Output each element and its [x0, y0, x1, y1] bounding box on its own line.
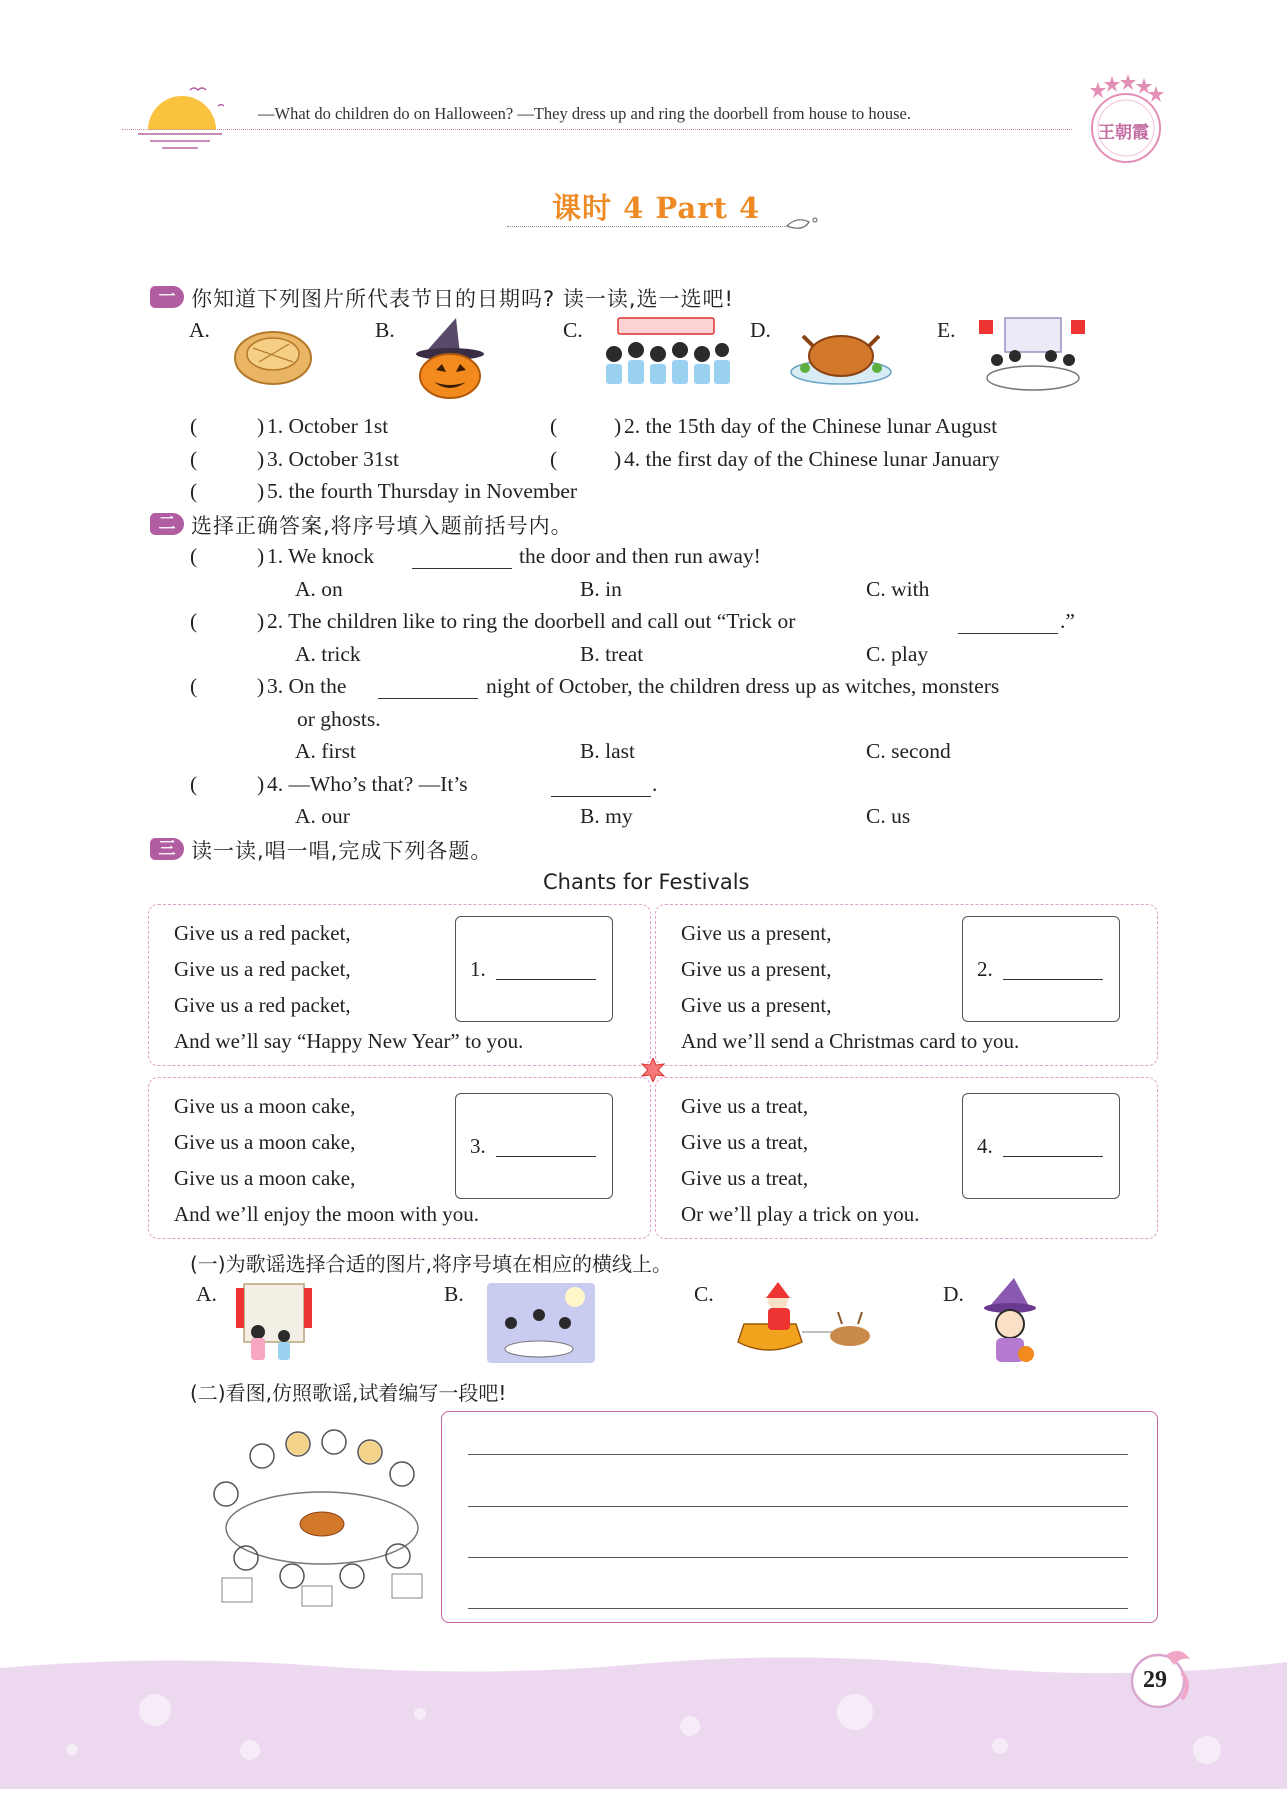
chant-line: Give us a treat, [681, 1130, 809, 1154]
fill-blank-line[interactable] [958, 633, 1058, 634]
writing-line[interactable] [468, 1506, 1128, 1507]
chant-panel-4 [655, 1077, 1158, 1239]
part1-label-a: A. [196, 1282, 217, 1306]
s2-q1-opt-c[interactable]: C. with [866, 577, 930, 601]
picture-label-d: D. [750, 318, 771, 342]
chant-line: Give us a moon cake, [174, 1130, 356, 1154]
thanksgiving-dinner-icon [202, 1428, 436, 1612]
leaf-swirl-icon [785, 214, 821, 238]
answer-label: 3. [470, 1134, 486, 1158]
s1-item-4: 4. the first day of the Chinese lunar January [624, 447, 1000, 471]
s1-item-1: 1. October 1st [267, 414, 389, 438]
s2-q2-pre: 2. The children like to ring the doorbell and call out “Trick or [267, 609, 796, 633]
answer-label: 1. [470, 957, 486, 981]
picture-label-e: E. [937, 318, 956, 342]
s2-q3-post: night of October, the children dress up as witches, monsters [486, 674, 1000, 698]
jack-o-lantern-icon [410, 314, 490, 404]
s2-q4-post: . [652, 772, 658, 796]
writing-line[interactable] [468, 1454, 1128, 1455]
picture-label-b: B. [375, 318, 395, 342]
mooncake-icon [229, 322, 317, 396]
national-day-children-icon [598, 316, 734, 402]
s1-item-2: 2. the 15th day of the Chinese lunar August [624, 414, 998, 438]
answer-blank[interactable]: ) [257, 479, 265, 503]
writing-line[interactable] [468, 1608, 1128, 1609]
title-underline [507, 226, 787, 227]
s2-q4-opt-a[interactable]: A. our [295, 804, 350, 828]
s1-item-5: 5. the fourth Thursday in November [267, 479, 578, 503]
s2-q3-cont: or ghosts. [297, 707, 381, 731]
s2-q3-opt-b[interactable]: B. last [580, 739, 635, 763]
section-badge-1: 一 [150, 286, 184, 308]
answer-blank[interactable]: ) [257, 609, 265, 633]
chant-line: Give us a red packet, [174, 921, 351, 945]
answer-paren-open: ( [550, 447, 558, 471]
chant-line: And we’ll enjoy the moon with you. [174, 1202, 480, 1226]
s2-q3-opt-a[interactable]: A. first [295, 739, 356, 763]
answer-blank[interactable]: ) [257, 772, 265, 796]
answer-label: 4. [977, 1134, 993, 1158]
answer-label: 2. [977, 957, 993, 981]
chant-line: Give us a treat, [681, 1166, 809, 1190]
answer-paren-open: ( [190, 544, 198, 568]
picture-label-c: C. [563, 318, 583, 342]
writing-area[interactable] [441, 1411, 1158, 1623]
answer-line[interactable] [496, 979, 596, 980]
chant-answer-box-4[interactable] [962, 1093, 1120, 1199]
section-title-3: 读一读,唱一唱,完成下列各题。 [191, 839, 493, 863]
chant-panel-1 [148, 904, 651, 1066]
part1-label-b: B. [444, 1282, 464, 1306]
chant-panel-2 [655, 904, 1158, 1066]
part1-label-d: D. [943, 1282, 964, 1306]
witch-girl-icon [980, 1278, 1040, 1372]
answer-paren-open: ( [190, 772, 198, 796]
chant-line: Give us a moon cake, [174, 1094, 356, 1118]
chant-line: Give us a present, [681, 921, 832, 945]
chant-answer-box-2[interactable] [962, 916, 1120, 1022]
answer-line[interactable] [1003, 1156, 1103, 1157]
s2-q2-opt-a[interactable]: A. trick [295, 642, 361, 666]
answer-blank[interactable]: ) [257, 447, 265, 471]
header-divider [122, 129, 1072, 130]
answer-paren-open: ( [190, 479, 198, 503]
s2-q4-opt-b[interactable]: B. my [580, 804, 633, 828]
s2-q1-post: the door and then run away! [519, 544, 761, 568]
chant-answer-box-3[interactable] [455, 1093, 613, 1199]
answer-paren-open: ( [190, 674, 198, 698]
answer-blank[interactable]: ) [614, 447, 622, 471]
part1-label-c: C. [694, 1282, 714, 1306]
answer-line[interactable] [496, 1156, 596, 1157]
s2-q4-opt-c[interactable]: C. us [866, 804, 911, 828]
s2-q4-pre: 4. —Who’s that? —It’s [267, 772, 468, 796]
chant-line: Give us a present, [681, 957, 832, 981]
lesson-title: 课时 4 Part 4 [552, 191, 761, 225]
header-tagline: —What do children do on Halloween? —They dress up and ring the doorbell from house to house. [258, 104, 911, 123]
fill-blank-line[interactable] [378, 698, 478, 699]
page-number: 29 [1143, 1667, 1167, 1693]
brand-logo-text: 王朝霞 [1098, 123, 1149, 143]
s2-q3-opt-c[interactable]: C. second [866, 739, 951, 763]
chant-line: And we’ll send a Christmas card to you. [681, 1029, 1020, 1053]
answer-line[interactable] [1003, 979, 1103, 980]
answer-blank[interactable]: ) [257, 544, 265, 568]
answer-blank[interactable]: ) [257, 674, 265, 698]
s2-q3-pre: 3. On the [267, 674, 347, 698]
s1-item-3: 3. October 31st [267, 447, 399, 471]
answer-paren-open: ( [190, 414, 198, 438]
s2-q2-opt-c[interactable]: C. play [866, 642, 929, 666]
answer-blank[interactable]: ) [614, 414, 622, 438]
chant-line: Give us a treat, [681, 1094, 809, 1118]
s2-q1-opt-a[interactable]: A. on [295, 577, 343, 601]
chant-line: Give us a red packet, [174, 993, 351, 1017]
part1-title: (一)为歌谣选择合适的图片,将序号填在相应的横线上。 [190, 1252, 672, 1276]
chant-line: And we’ll say “Happy New Year” to you. [174, 1029, 524, 1053]
mid-autumn-moon-icon [487, 1283, 595, 1367]
writing-line[interactable] [468, 1557, 1128, 1558]
new-year-door-icon [228, 1280, 318, 1370]
sun-logo-icon [130, 78, 230, 153]
chant-line: Give us a present, [681, 993, 832, 1017]
family-dinner-icon [975, 316, 1091, 404]
chant-line: Give us a red packet, [174, 957, 351, 981]
s2-q1-pre: 1. We knock [267, 544, 375, 568]
answer-paren-open: ( [190, 609, 198, 633]
roast-turkey-icon [787, 316, 895, 392]
answer-blank[interactable]: ) [257, 414, 265, 438]
chant-panel-3 [148, 1077, 651, 1239]
chant-answer-box-1[interactable] [455, 916, 613, 1022]
answer-paren-open: ( [190, 447, 198, 471]
section-title-2: 选择正确答案,将序号填入题前括号内。 [191, 514, 573, 538]
chant-line: Give us a moon cake, [174, 1166, 356, 1190]
s2-q2-opt-b[interactable]: B. treat [580, 642, 644, 666]
section-badge-2: 二 [150, 513, 184, 535]
s2-q1-opt-b[interactable]: B. in [580, 577, 622, 601]
section-badge-3: 三 [150, 838, 184, 860]
s2-q2-post: .” [1060, 609, 1075, 633]
chant-line: Or we’ll play a trick on you. [681, 1202, 920, 1226]
picture-label-a: A. [189, 318, 210, 342]
section-title-1: 你知道下列图片所代表节日的日期吗? 读一读,选一选吧! [191, 287, 734, 311]
part2-title: (二)看图,仿照歌谣,试着编写一段吧! [190, 1381, 507, 1405]
fill-blank-line[interactable] [551, 796, 651, 797]
chant-title: Chants for Festivals [543, 870, 750, 894]
answer-paren-open: ( [550, 414, 558, 438]
footer-background [0, 1654, 1287, 1789]
santa-sleigh-icon [732, 1280, 882, 1370]
fill-blank-line[interactable] [412, 568, 512, 569]
